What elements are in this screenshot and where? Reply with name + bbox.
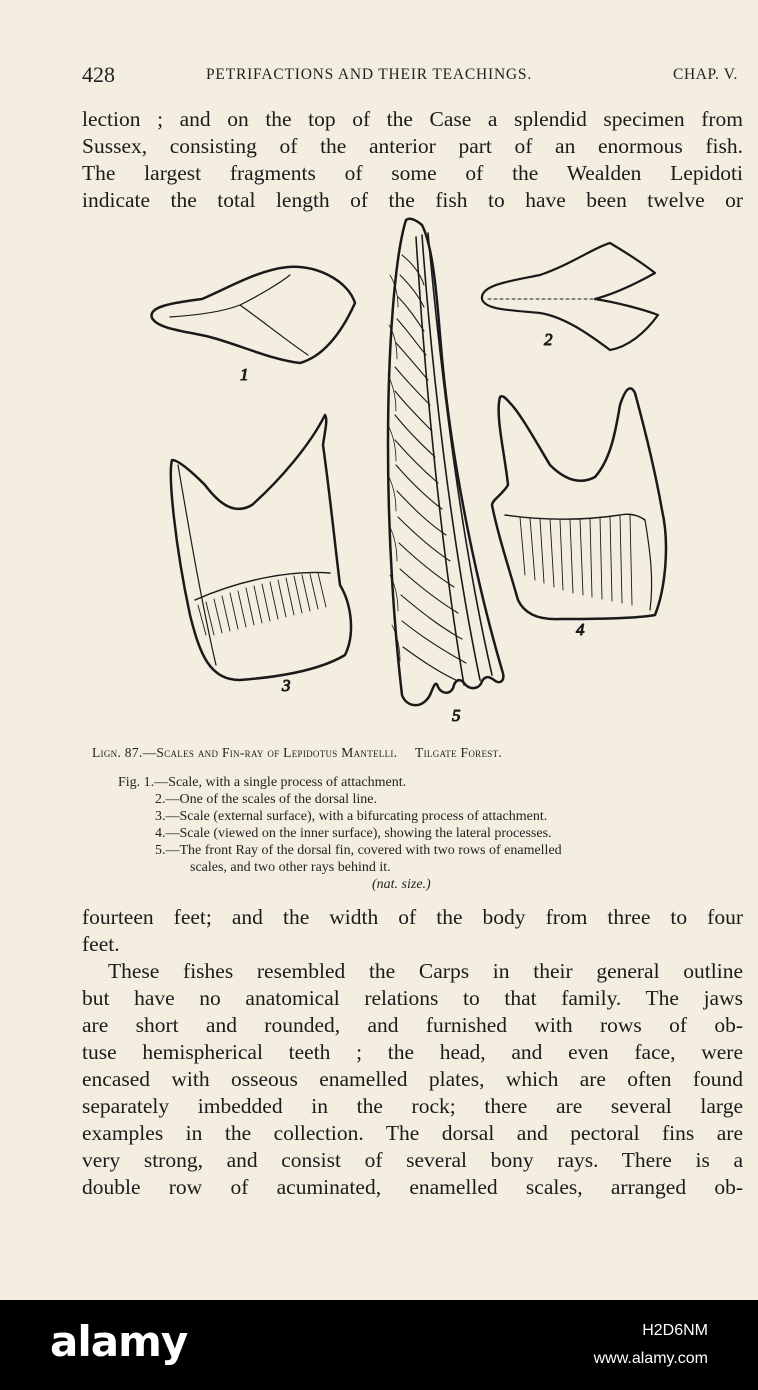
- text-line: lection ; and on the top of the Case a splendid specimen from: [82, 107, 743, 131]
- caption-title-text: —Scales and Fin-ray of Lepidotus Mantelli.: [142, 745, 398, 760]
- alamy-logo: alamy: [50, 1317, 188, 1366]
- figure-label-3: 3: [282, 676, 291, 695]
- figure-legend: [118, 774, 718, 893]
- bottom-paragraph-1: [82, 904, 743, 958]
- image-id: H2D6NM: [642, 1322, 708, 1339]
- caption-lign: Lign. 87.: [92, 745, 143, 760]
- top-paragraph: [82, 106, 743, 214]
- caption-location: Tilgate Forest.: [415, 745, 503, 760]
- figure-caption: [92, 745, 746, 761]
- text-line: separately imbedded in the rock; there are several large: [82, 1094, 743, 1118]
- legend-line: Fig. 1.—Scale, with a single process of attachment.: [118, 775, 407, 790]
- text-line: examples in the collection. The dorsal and pectoral fins are: [82, 1121, 743, 1145]
- scale-2-drawing: [482, 243, 658, 350]
- scale-4-drawing: [492, 388, 666, 639]
- text-line: but have no anatomical relations to that family. The jaws: [82, 986, 743, 1010]
- fossil-figure: [140, 215, 680, 730]
- page-header: [82, 62, 738, 92]
- figure-label-2: 2: [544, 330, 553, 349]
- legend-line: 3.—Scale (external surface), with a bifurcating process of attachment.: [155, 809, 548, 824]
- page-number: 428: [82, 62, 115, 87]
- text-line: feet.: [82, 932, 120, 956]
- figure-label-4: 4: [576, 620, 585, 639]
- fin-ray-drawing: [388, 219, 503, 725]
- bottom-paragraph-2: [82, 958, 743, 1201]
- site-url: www.alamy.com: [593, 1350, 708, 1367]
- text-line: These fishes resembled the Carps in their general outline: [108, 959, 743, 983]
- running-title: PETRIFACTIONS AND THEIR TEACHINGS.: [206, 66, 533, 83]
- text-line: very strong, and consist of several bony rays. There is a: [82, 1148, 743, 1172]
- scale-1-drawing: [152, 267, 355, 384]
- legend-line: 5.—The front Ray of the dorsal fin, covered with two rows of enamelled: [155, 843, 562, 858]
- chapter-label: CHAP. V.: [673, 66, 738, 83]
- figure-label-1: 1: [240, 365, 249, 384]
- legend-line: 2.—One of the scales of the dorsal line.: [155, 792, 377, 807]
- legend-line: 4.—Scale (viewed on the inner surface), showing the lateral processes.: [155, 826, 552, 841]
- text-line: double row of acuminated, enamelled scales, arranged ob-: [82, 1175, 743, 1199]
- text-line: indicate the total length of the fish to have been twelve or: [82, 188, 743, 212]
- legend-line: (nat. size.): [372, 877, 431, 892]
- text-line: fourteen feet; and the width of the body from three to four: [82, 905, 743, 929]
- text-line: are short and rounded, and furnished with rows of ob-: [82, 1013, 743, 1037]
- text-line: Sussex, consisting of the anterior part of an enormous fish.: [82, 134, 743, 158]
- scale-3-drawing: [171, 415, 351, 695]
- text-line: tuse hemispherical teeth ; the head, and even face, were: [82, 1040, 743, 1064]
- figure-label-5: 5: [452, 706, 461, 725]
- legend-line: scales, and two other rays behind it.: [190, 860, 391, 875]
- text-line: encased with osseous enamelled plates, which are often found: [82, 1067, 743, 1091]
- text-line: The largest fragments of some of the Wealden Lepidoti: [82, 161, 743, 185]
